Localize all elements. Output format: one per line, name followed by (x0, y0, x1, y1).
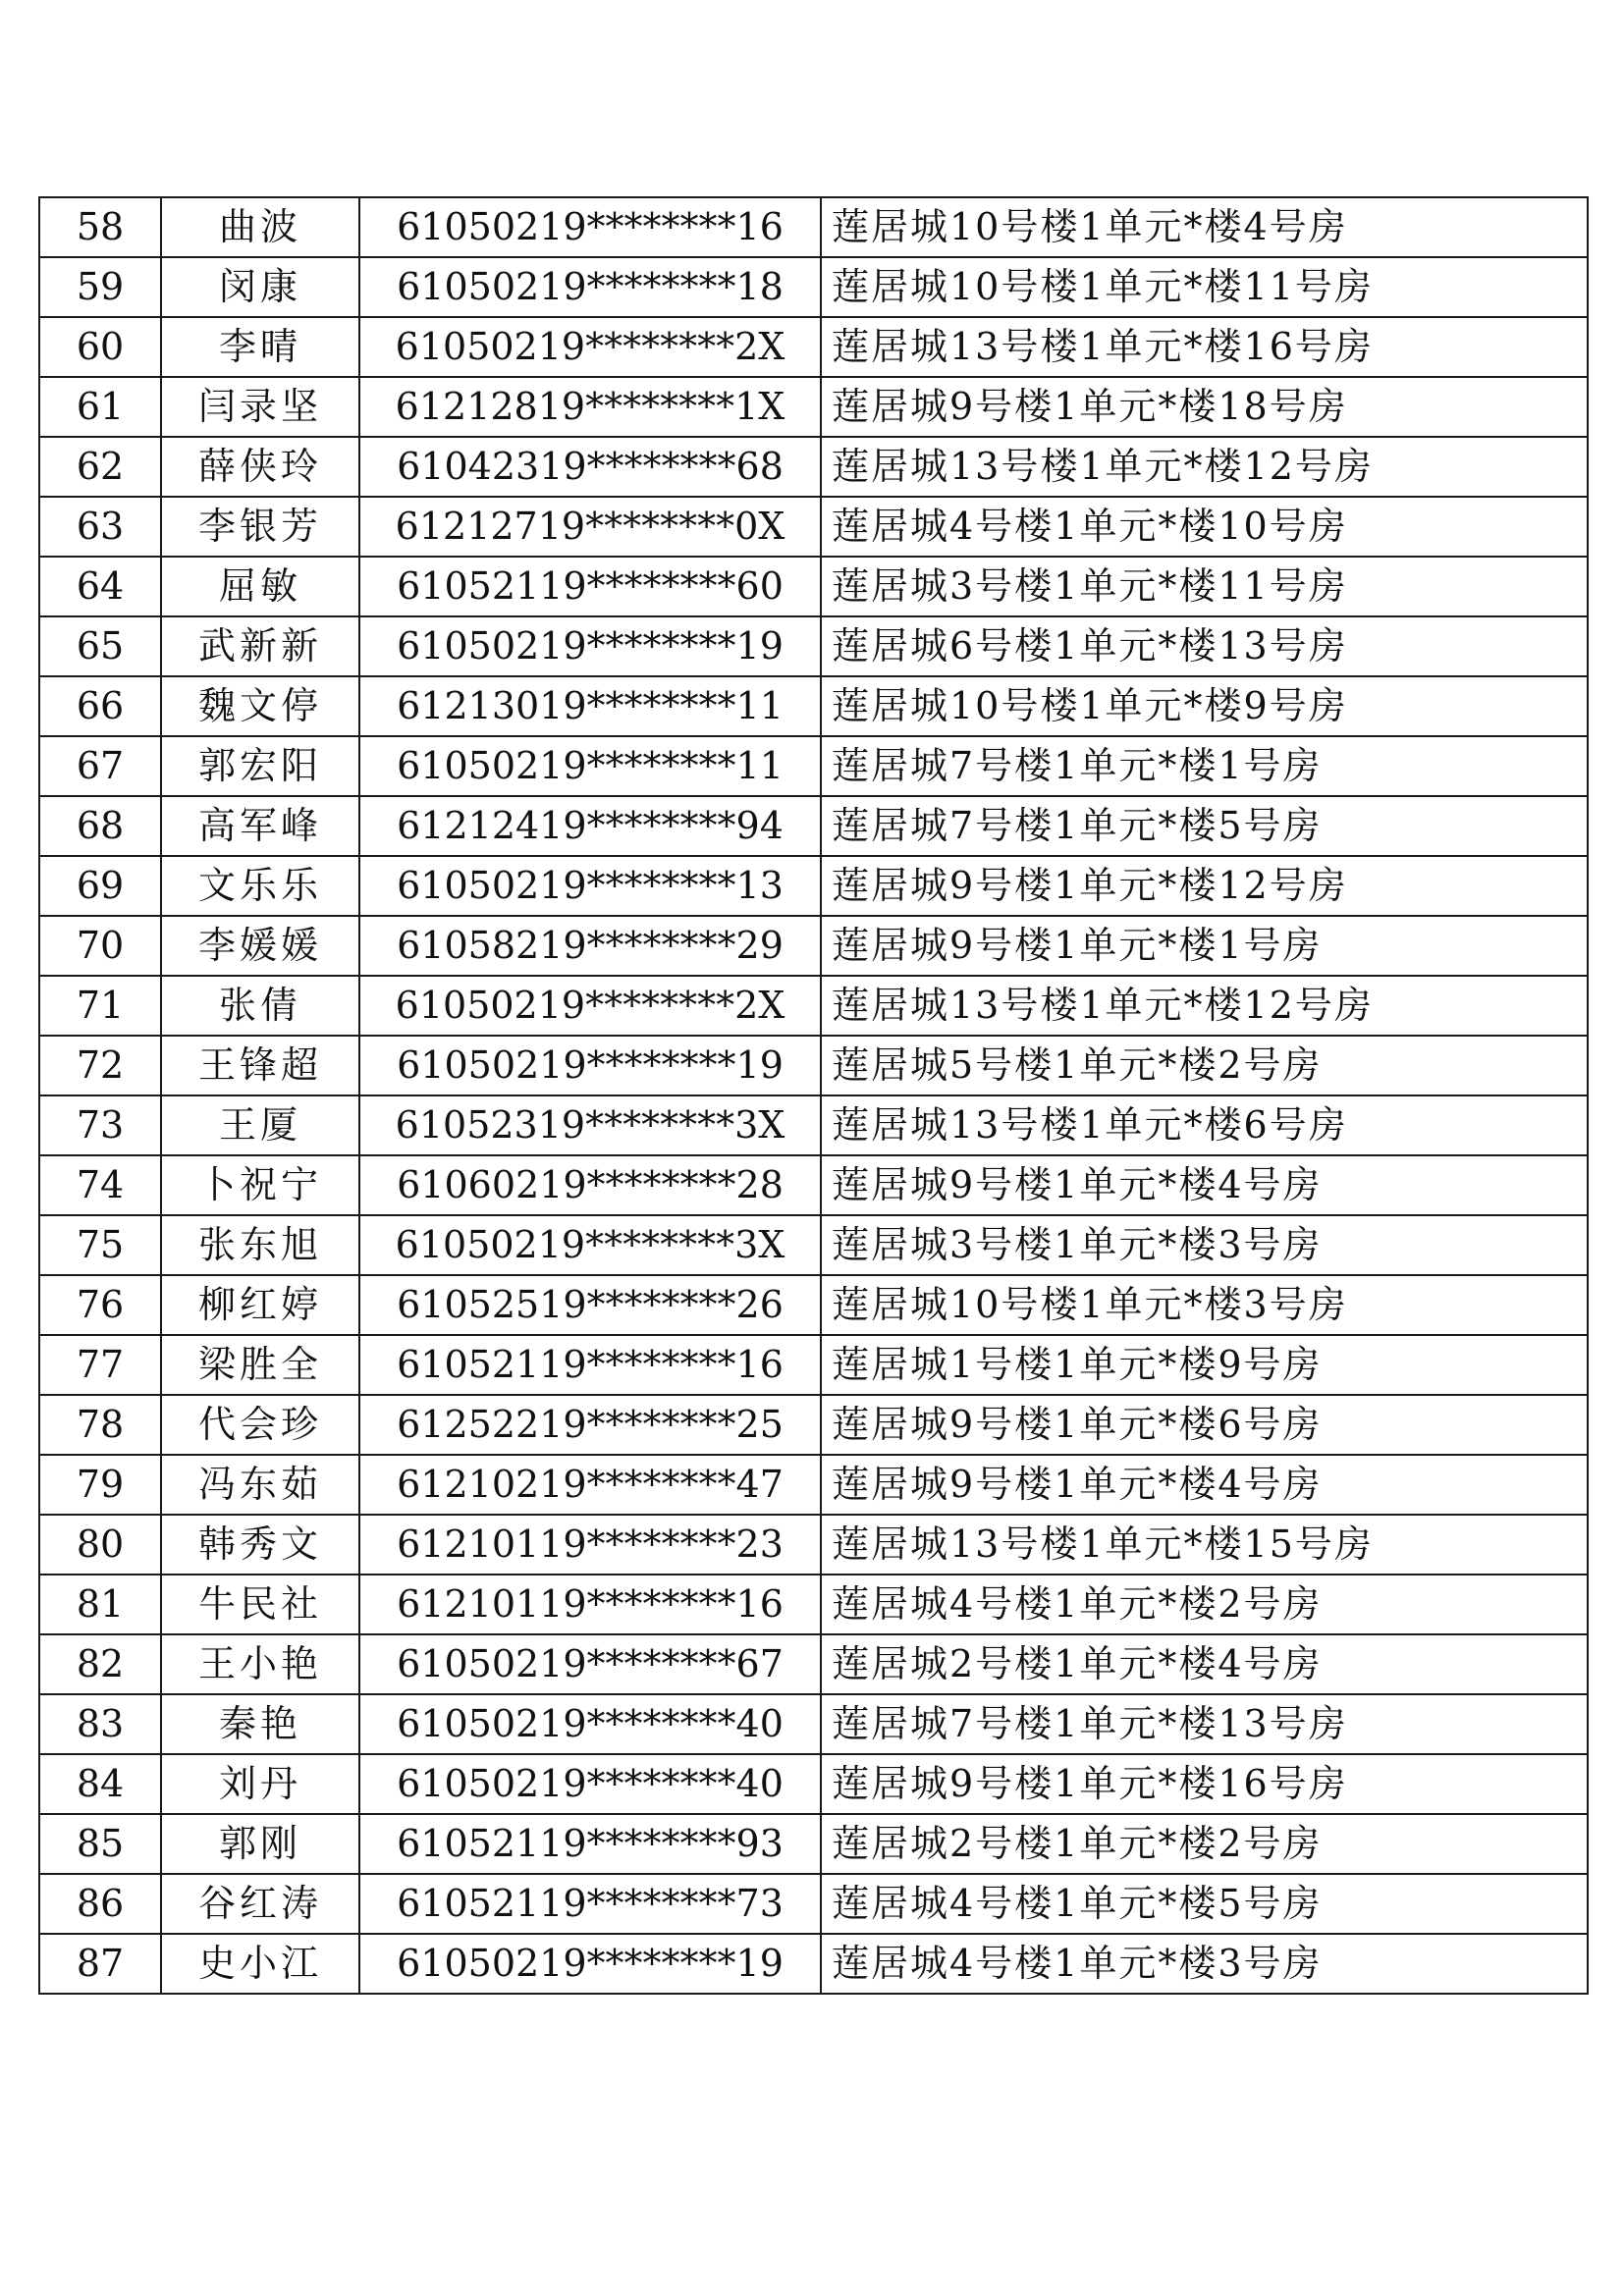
row-number-cell: 85 (39, 1814, 161, 1874)
row-number-cell: 70 (39, 916, 161, 976)
row-number-cell: 86 (39, 1874, 161, 1934)
resident-name-cell: 文乐乐 (161, 856, 359, 916)
id-number-cell: 61050219********11 (359, 736, 821, 796)
address-cell: 莲居城7号楼1单元*楼5号房 (821, 796, 1588, 856)
address-cell: 莲居城4号楼1单元*楼3号房 (821, 1934, 1588, 1994)
id-number-cell: 61050219********40 (359, 1694, 821, 1754)
id-number-cell: 61050219********13 (359, 856, 821, 916)
id-number-cell: 61210119********23 (359, 1515, 821, 1575)
address-cell: 莲居城6号楼1单元*楼13号房 (821, 616, 1588, 676)
row-number-cell: 62 (39, 437, 161, 497)
resident-name-cell: 牛民社 (161, 1575, 359, 1634)
row-number-cell: 72 (39, 1036, 161, 1095)
id-number-cell: 61050219********18 (359, 257, 821, 317)
id-number-cell: 61058219********29 (359, 916, 821, 976)
resident-name-cell: 史小江 (161, 1934, 359, 1994)
table-row (39, 377, 1588, 437)
row-number-cell: 66 (39, 676, 161, 736)
id-number-cell: 61050219********3X (359, 1215, 821, 1275)
row-number-cell: 76 (39, 1275, 161, 1335)
id-number-cell: 61213019********11 (359, 676, 821, 736)
resident-name-cell: 张倩 (161, 976, 359, 1036)
resident-name-cell: 卜祝宁 (161, 1155, 359, 1215)
id-number-cell: 61042319********68 (359, 437, 821, 497)
resident-name-cell: 闵康 (161, 257, 359, 317)
row-number-cell: 81 (39, 1575, 161, 1634)
row-number-cell: 68 (39, 796, 161, 856)
id-number-cell: 61050219********40 (359, 1754, 821, 1814)
resident-name-cell: 李媛媛 (161, 916, 359, 976)
row-number-cell: 58 (39, 197, 161, 257)
resident-name-cell: 魏文停 (161, 676, 359, 736)
address-cell: 莲居城2号楼1单元*楼4号房 (821, 1634, 1588, 1694)
address-cell: 莲居城9号楼1单元*楼4号房 (821, 1455, 1588, 1515)
table-row (39, 1335, 1588, 1395)
table-row (39, 616, 1588, 676)
table-row (39, 916, 1588, 976)
row-number-cell: 60 (39, 317, 161, 377)
id-number-cell: 61060219********28 (359, 1155, 821, 1215)
id-number-cell: 61210119********16 (359, 1575, 821, 1634)
resident-name-cell: 郭刚 (161, 1814, 359, 1874)
table-row (39, 736, 1588, 796)
address-cell: 莲居城9号楼1单元*楼4号房 (821, 1155, 1588, 1215)
id-number-cell: 61212419********94 (359, 796, 821, 856)
address-cell: 莲居城10号楼1单元*楼4号房 (821, 197, 1588, 257)
resident-name-cell: 代会珍 (161, 1395, 359, 1455)
table-row (39, 1395, 1588, 1455)
row-number-cell: 71 (39, 976, 161, 1036)
table-row (39, 497, 1588, 557)
table-row (39, 437, 1588, 497)
row-number-cell: 74 (39, 1155, 161, 1215)
resident-table (38, 196, 1589, 1995)
table-row (39, 1036, 1588, 1095)
table-row (39, 1215, 1588, 1275)
table-row (39, 317, 1588, 377)
address-cell: 莲居城9号楼1单元*楼6号房 (821, 1395, 1588, 1455)
resident-name-cell: 曲波 (161, 197, 359, 257)
id-number-cell: 61052119********73 (359, 1874, 821, 1934)
table-row (39, 1275, 1588, 1335)
id-number-cell: 61050219********19 (359, 1036, 821, 1095)
address-cell: 莲居城9号楼1单元*楼16号房 (821, 1754, 1588, 1814)
address-cell: 莲居城1号楼1单元*楼9号房 (821, 1335, 1588, 1395)
resident-name-cell: 柳红婷 (161, 1275, 359, 1335)
table-row (39, 1814, 1588, 1874)
resident-name-cell: 郭宏阳 (161, 736, 359, 796)
address-cell: 莲居城5号楼1单元*楼2号房 (821, 1036, 1588, 1095)
address-cell: 莲居城13号楼1单元*楼16号房 (821, 317, 1588, 377)
row-number-cell: 84 (39, 1754, 161, 1814)
table-row (39, 1515, 1588, 1575)
address-cell: 莲居城13号楼1单元*楼6号房 (821, 1095, 1588, 1155)
table-row (39, 976, 1588, 1036)
resident-name-cell: 张东旭 (161, 1215, 359, 1275)
table-row (39, 1874, 1588, 1934)
row-number-cell: 87 (39, 1934, 161, 1994)
id-number-cell: 61052119********93 (359, 1814, 821, 1874)
id-number-cell: 61050219********2X (359, 976, 821, 1036)
id-number-cell: 61212819********1X (359, 377, 821, 437)
address-cell: 莲居城3号楼1单元*楼3号房 (821, 1215, 1588, 1275)
row-number-cell: 69 (39, 856, 161, 916)
resident-name-cell: 冯东茹 (161, 1455, 359, 1515)
resident-name-cell: 屈敏 (161, 557, 359, 616)
resident-name-cell: 武新新 (161, 616, 359, 676)
row-number-cell: 61 (39, 377, 161, 437)
table-row (39, 796, 1588, 856)
row-number-cell: 77 (39, 1335, 161, 1395)
row-number-cell: 79 (39, 1455, 161, 1515)
address-cell: 莲居城4号楼1单元*楼5号房 (821, 1874, 1588, 1934)
table-row (39, 856, 1588, 916)
address-cell: 莲居城10号楼1单元*楼3号房 (821, 1275, 1588, 1335)
row-number-cell: 63 (39, 497, 161, 557)
resident-name-cell: 刘丹 (161, 1754, 359, 1814)
resident-name-cell: 谷红涛 (161, 1874, 359, 1934)
table-row (39, 676, 1588, 736)
address-cell: 莲居城13号楼1单元*楼12号房 (821, 437, 1588, 497)
resident-table-body (39, 197, 1588, 1994)
id-number-cell: 61210219********47 (359, 1455, 821, 1515)
table-row (39, 1095, 1588, 1155)
table-row (39, 1934, 1588, 1994)
id-number-cell: 61050219********19 (359, 616, 821, 676)
row-number-cell: 73 (39, 1095, 161, 1155)
table-row (39, 1754, 1588, 1814)
row-number-cell: 65 (39, 616, 161, 676)
table-row (39, 557, 1588, 616)
row-number-cell: 82 (39, 1634, 161, 1694)
address-cell: 莲居城13号楼1单元*楼15号房 (821, 1515, 1588, 1575)
address-cell: 莲居城9号楼1单元*楼12号房 (821, 856, 1588, 916)
row-number-cell: 75 (39, 1215, 161, 1275)
row-number-cell: 64 (39, 557, 161, 616)
resident-name-cell: 李晴 (161, 317, 359, 377)
address-cell: 莲居城4号楼1单元*楼2号房 (821, 1575, 1588, 1634)
row-number-cell: 83 (39, 1694, 161, 1754)
id-number-cell: 61052319********3X (359, 1095, 821, 1155)
resident-name-cell: 韩秀文 (161, 1515, 359, 1575)
table-row (39, 1634, 1588, 1694)
id-number-cell: 61052519********26 (359, 1275, 821, 1335)
resident-name-cell: 薛侠玲 (161, 437, 359, 497)
id-number-cell: 61050219********16 (359, 197, 821, 257)
row-number-cell: 80 (39, 1515, 161, 1575)
address-cell: 莲居城7号楼1单元*楼1号房 (821, 736, 1588, 796)
resident-name-cell: 王锋超 (161, 1036, 359, 1095)
id-number-cell: 61252219********25 (359, 1395, 821, 1455)
row-number-cell: 78 (39, 1395, 161, 1455)
resident-name-cell: 闫录坚 (161, 377, 359, 437)
table-row (39, 1455, 1588, 1515)
table-row (39, 197, 1588, 257)
resident-name-cell: 王厦 (161, 1095, 359, 1155)
address-cell: 莲居城7号楼1单元*楼13号房 (821, 1694, 1588, 1754)
address-cell: 莲居城9号楼1单元*楼1号房 (821, 916, 1588, 976)
address-cell: 莲居城3号楼1单元*楼11号房 (821, 557, 1588, 616)
id-number-cell: 61050219********67 (359, 1634, 821, 1694)
id-number-cell: 61212719********0X (359, 497, 821, 557)
id-number-cell: 61052119********60 (359, 557, 821, 616)
resident-name-cell: 王小艳 (161, 1634, 359, 1694)
address-cell: 莲居城13号楼1单元*楼12号房 (821, 976, 1588, 1036)
resident-name-cell: 高军峰 (161, 796, 359, 856)
address-cell: 莲居城10号楼1单元*楼11号房 (821, 257, 1588, 317)
resident-name-cell: 李银芳 (161, 497, 359, 557)
resident-name-cell: 梁胜全 (161, 1335, 359, 1395)
address-cell: 莲居城2号楼1单元*楼2号房 (821, 1814, 1588, 1874)
resident-name-cell: 秦艳 (161, 1694, 359, 1754)
row-number-cell: 59 (39, 257, 161, 317)
id-number-cell: 61050219********2X (359, 317, 821, 377)
address-cell: 莲居城4号楼1单元*楼10号房 (821, 497, 1588, 557)
address-cell: 莲居城9号楼1单元*楼18号房 (821, 377, 1588, 437)
id-number-cell: 61052119********16 (359, 1335, 821, 1395)
table-row (39, 1694, 1588, 1754)
table-row (39, 257, 1588, 317)
row-number-cell: 67 (39, 736, 161, 796)
address-cell: 莲居城10号楼1单元*楼9号房 (821, 676, 1588, 736)
table-row (39, 1575, 1588, 1634)
table-row (39, 1155, 1588, 1215)
id-number-cell: 61050219********19 (359, 1934, 821, 1994)
